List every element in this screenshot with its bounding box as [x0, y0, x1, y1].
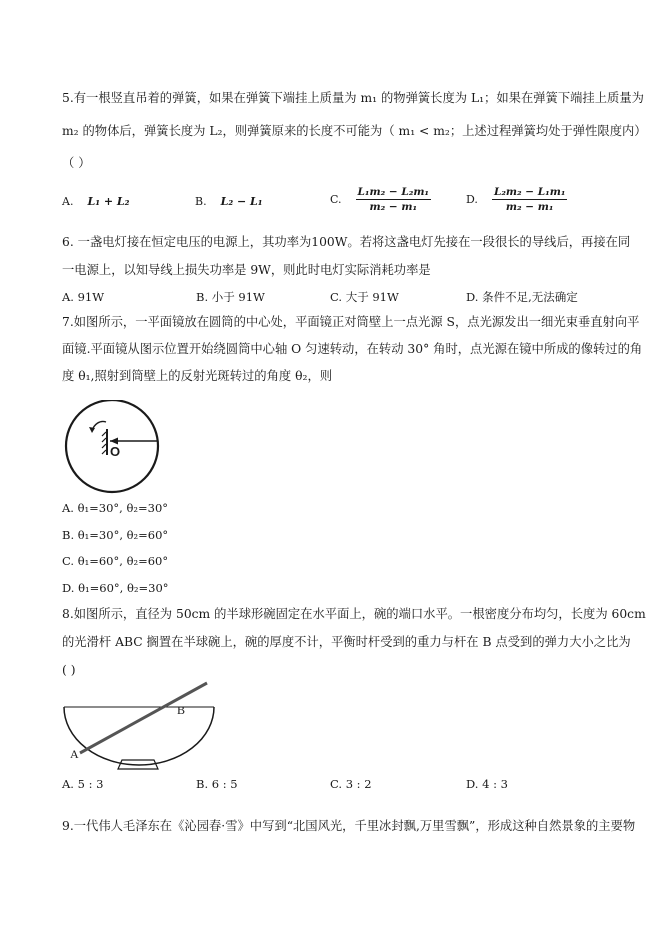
q8-option-c: C. 3 : 2 [330, 777, 372, 791]
rotation-arrow-icon [92, 421, 106, 431]
q8-line3: ( ) [62, 663, 76, 677]
q6-line2: 一电源上，以知导线上损失功率是 9W，则此时电灯实际消耗功率是 [62, 263, 431, 277]
q7-option-d: D. θ₁=60°, θ₂=30° [62, 581, 169, 595]
q7-line3: 度 θ₁,照射到筒壁上的反射光斑转过的角度 θ₂，则 [62, 369, 333, 383]
q9-line1: 9.一代伟人毛泽东在《沁园春·雪》中写到“北国风光，千里冰封飘,万里雪飘”，形成这种自然景象的主要物 [62, 819, 636, 833]
q7-option-b: B. θ₁=30°, θ₂=60° [62, 528, 169, 542]
q5-option-a: A. L₁ + L₂ [62, 195, 130, 208]
q7-cylinder-figure [60, 400, 166, 496]
q6-option-a: A. 91W [62, 290, 105, 304]
q7-option-a: A. θ₁=30°, θ₂=30° [62, 501, 169, 515]
q6-option-d: D. 条件不足,无法确定 [466, 290, 578, 304]
bowl-arc [64, 707, 214, 765]
point-label-b: B [177, 703, 186, 717]
q5-option-c-fraction: $\frac{\text{L₁m₂ − L₂m₁}}{\text{m₂ − m₁}}$ [357, 186, 430, 213]
q8-line1: 8.如图所示，直径为 50cm 的半球形碗固定在水平面上，碗的端口水平。一根密度分布均匀，长度为 60cm [62, 607, 646, 621]
q8-option-b: B. 6 : 5 [196, 777, 238, 791]
q5-option-d-fraction: $\frac{\text{L₂m₂ − L₁m₁}}{\text{m₂ − m₁}}$ [493, 186, 566, 213]
q7-line2: 面镜.平面镜从图示位置开始绕圆筒中心轴 O 匀速转动，在转动 30° 角时，点光源在镜中所成的像转过的角 [62, 342, 643, 356]
q5-option-b: B. L₂ − L₁ [195, 195, 263, 208]
rod-abc [80, 683, 207, 753]
q8-option-d: D. 4 : 3 [466, 777, 508, 791]
center-label-o: O [110, 444, 121, 459]
q8-bowl-figure [58, 680, 218, 772]
q5-option-d: D. $\frac{\text{L₂m₂ − L₁m₁}}{\text{m₂ − m₁}}$ [466, 186, 566, 213]
q7-line1: 7.如图所示，一平面镜放在圆筒的中心处，平面镜正对筒壁上一点光源 S，点光源发出一细光束垂直射向平 [62, 315, 640, 329]
q8-option-a: A. 5 : 3 [62, 777, 104, 791]
point-label-a: A [70, 747, 79, 761]
q5-option-c: C. $\frac{\text{L₁m₂ − L₂m₁}}{\text{m₂ − m₁}}$ [330, 186, 430, 213]
q7-option-c: C. θ₁=60°, θ₂=60° [62, 554, 169, 568]
q5-line1: 5.有一根竖直吊着的弹簧，如果在弹簧下端挂上质量为 m₁ 的物弹簧长度为 L₁；如果在弹簧下端挂上质量为 [62, 91, 644, 105]
q5-line3: （ ） [62, 156, 91, 170]
q8-line2: 的光滑杆 ABC 搁置在半球碗上，碗的厚度不计，平衡时杆受到的重力与杆在 B 点受到的弹力大小之比为 [62, 635, 631, 649]
q6-option-b: B. 小于 91W [196, 290, 265, 304]
q5-line2: m₂ 的物体后，弹簧长度为 L₂，则弹簧原来的长度不可能为（ m₁ < m₂；上述过程弹簧均处于弹性限度内） [62, 124, 647, 138]
q6-option-c: C. 大于 91W [330, 290, 399, 304]
q6-line1: 6. 一盏电灯接在恒定电压的电源上，其功率为100W。若将这盏电灯先接在一段很长的导线后，再接在同 [62, 235, 631, 249]
